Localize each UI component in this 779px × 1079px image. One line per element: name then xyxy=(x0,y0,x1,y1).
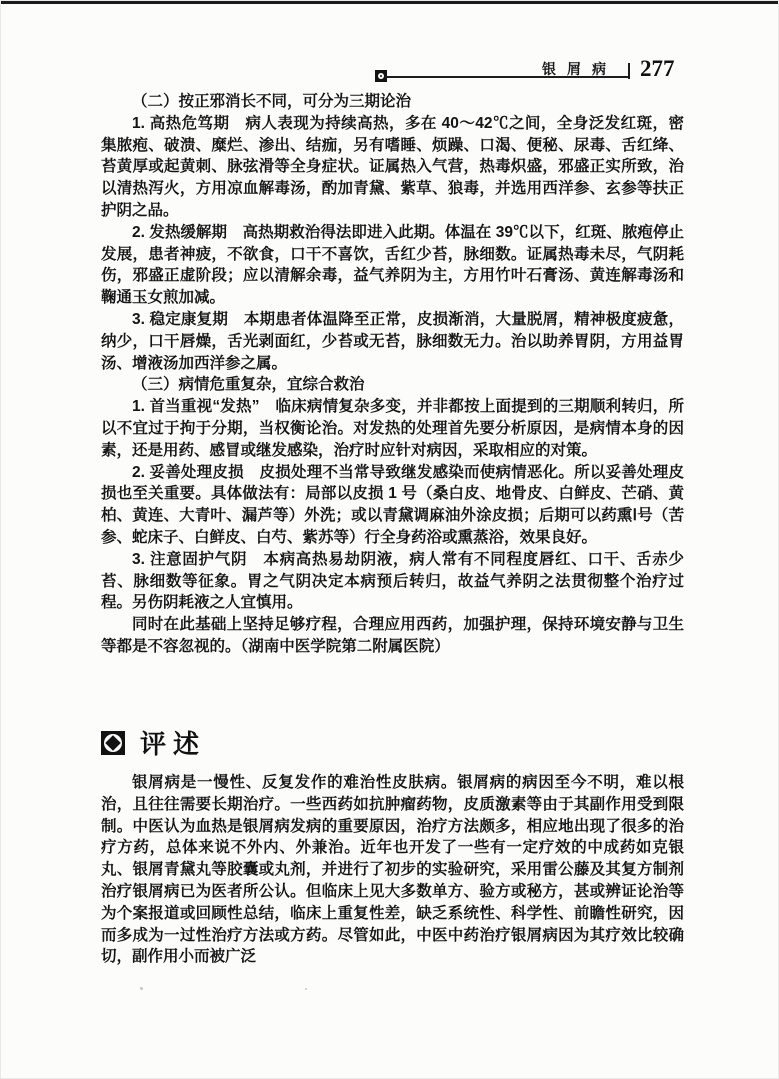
main-text-block xyxy=(101,91,684,658)
scan-noise-speck xyxy=(305,988,307,990)
review-section-header xyxy=(101,724,206,761)
commentary-paragraph-1: 银屑病是一慢性、反复发作的难治性皮肤病。银屑病的病因至今不明，难以根治，且往往需要长期治疗。一些西药如抗肿瘤药物，皮质激素等由于其副作用受到限制。中医认为血热是银屑病发病的重要原因，治疗方法颇多，相应地出现了很多的治疗方药，总体来说不外内、外兼治。近年也开发了一些有一定疗效的中成药如克银丸、银屑青黛丸等胶囊或丸剂，并进行了初步的实验研究，采用雷公藤及其复方制剂治疗银屑病已为医者所公认。但临床上见大多数单方、验方或秘方，甚或辨证论治等为个案报道或回顾性总结，临床上重复性差，缺乏系统性、科学性、前瞻性研究，因而多成为一过性治疗方法或方药。尽管如此，中医中药治疗银屑病因为其疗效比较确切，副作用小而被广泛 xyxy=(101,774,684,966)
section-b-paragraph-1: 1. 高热危笃期 病人表现为持续高热，多在 40～42℃之间，全身泛发红斑，密集脓疱、破溃、糜烂、渗出、结痂，另有嗜睡、烦躁、口渴、便秘、尿毒、舌红绛、苔黄厚或起黄刺、脉弦滑等全身症状。证属热入气营，热毒炽盛，邪盛正实所致，治以清热泻火，方用凉血解毒汤，酌加青黛、紫草、狼毒，并选用西洋参、玄参等扶正护阴之品。 xyxy=(101,114,684,219)
page-number: 277 xyxy=(640,56,675,81)
section-c-paragraph-1: 1. 首当重视“发热” 临床病情复杂多变，并非都按上面提到的三期顺利转归，所以不宜过于拘于分期，当权衡论治。对发热的处理首先要分析原因，是病情本身的因素，还是用药、感冒或继发感染，治疗时应针对病因，采取相应的对策。 xyxy=(101,398,684,459)
scan-top-edge xyxy=(1,1,779,4)
section-b-paragraph-2: 2. 发热缓解期 高热期救治得法即进入此期。体温在 39℃以下，红斑、脓疱停止发展，患者神疲，不欲食，口干不喜饮，舌红少苔，脉细数。证属热毒未尽，气阴耗伤，邪盛正虚阶段；应以清解余毒，益气养阴为主，方用竹叶石膏汤、黄连解毒汤和鞠通玉女煎加减。 xyxy=(101,223,684,307)
target-square-icon xyxy=(101,731,125,755)
section-c-paragraph-4: 同时在此基础上坚持足够疗程，合理应用西药，加强护理，保持环境安静与卫生等都是不容忽视的。（湖南中医学院第二附属医院） xyxy=(101,616,684,655)
running-title: 银屑病 xyxy=(542,61,617,77)
section-c-heading: （三）病情危重复杂，宜综合救治 xyxy=(132,376,365,394)
scan-noise-speck xyxy=(140,987,143,990)
section-c-paragraph-2: 2. 妥善处理皮损 皮损处理不当常导致继发感染而使病情恶化。所以妥善处理皮损也至关重要。具体做法有：局部以皮损 1 号（桑白皮、地骨皮、白鲜皮、芒硝、黄柏、黄连、大青叶、漏芦等）外洗；或以青黛调麻油外涂皮损；后期可以药熏Ⅰ号（苦参、蛇床子、白鲜皮、白芍、紫苏等）行全身药浴或熏蒸浴，效果良好。 xyxy=(101,463,684,546)
commentary-block xyxy=(101,772,684,968)
section-c-paragraph-3: 3. 注意固护气阴 本病高热易劫阴液，病人常有不同程度唇红、口干、舌赤少苔、脉细数等征象。胃之气阴决定本病预后转归，故益气养阴之法贯彻整个治疗过程。另伤阴耗液之人宜慎用。 xyxy=(101,550,684,612)
review-heading: 评述 xyxy=(140,729,207,759)
section-b-paragraph-3: 3. 稳定康复期 本期患者体温降至正常，皮损渐消，大量脱屑，精神极度疲惫，纳少，口干唇燥，舌光剥面红，少苔或无苔，脉细数无力。治以助养胃阴，方用益胃汤、增液汤加西洋参之属。 xyxy=(101,310,684,372)
section-b-heading: （二）按正邪消长不同，可分为三期论治 xyxy=(132,93,412,110)
header-tick xyxy=(628,63,630,79)
